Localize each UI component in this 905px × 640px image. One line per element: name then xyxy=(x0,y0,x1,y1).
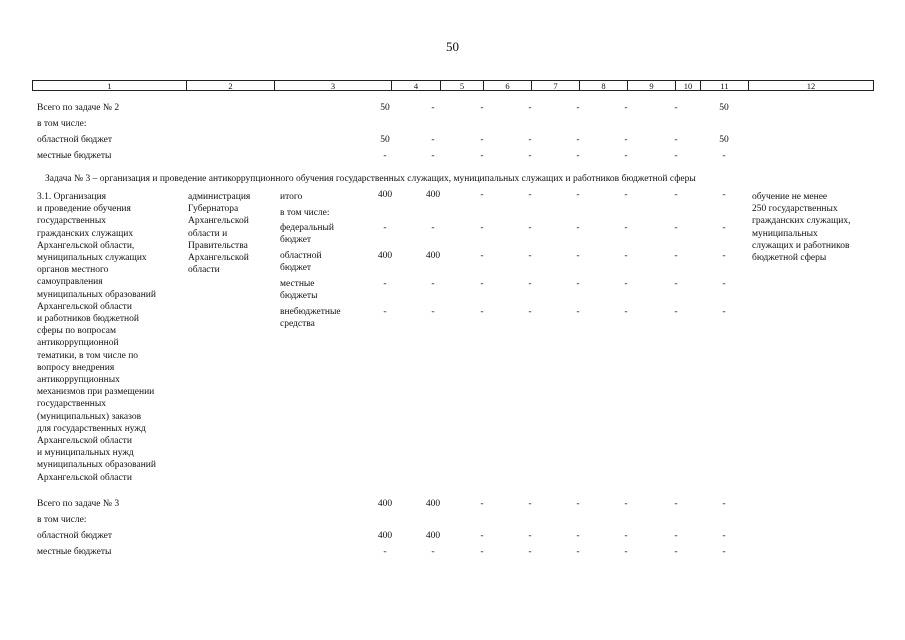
value-cell: - xyxy=(528,135,532,145)
value-cell: - xyxy=(722,307,726,317)
value-cell: - xyxy=(480,547,484,557)
value-cell: - xyxy=(624,103,628,113)
value-cell: - xyxy=(528,307,532,317)
value-cell: - xyxy=(480,307,484,317)
value-cell: - xyxy=(624,135,628,145)
task3-incl-label: в том числе: xyxy=(37,515,87,525)
header-col-9: 9 xyxy=(628,81,676,90)
value-cell: - xyxy=(480,531,484,541)
value-cell: 400 xyxy=(425,190,441,200)
value-cell: - xyxy=(480,279,484,289)
value-cell: - xyxy=(480,499,484,509)
value-cell: - xyxy=(576,103,580,113)
value-cell: - xyxy=(674,251,678,261)
value-cell: 400 xyxy=(425,499,441,509)
header-col-11: 11 xyxy=(701,81,749,90)
header-col-12: 12 xyxy=(806,81,816,91)
header-col-4: 4 xyxy=(392,81,441,90)
value-cell: - xyxy=(528,279,532,289)
value-cell: - xyxy=(674,151,678,161)
value-cell: 400 xyxy=(377,251,393,261)
task2-regional-label: областной бюджет xyxy=(37,135,113,145)
value-cell: - xyxy=(431,547,435,557)
item31-source-extrabudget: внебюджетные средства xyxy=(280,307,341,330)
value-cell: - xyxy=(624,190,628,200)
value-cell: - xyxy=(674,223,678,233)
value-cell: - xyxy=(528,547,532,557)
value-cell: 400 xyxy=(425,251,441,261)
value-cell: - xyxy=(674,307,678,317)
value-cell: - xyxy=(528,531,532,541)
value-cell: - xyxy=(674,499,678,509)
page-number: 50 xyxy=(446,39,459,54)
value-cell: - xyxy=(480,251,484,261)
header-col-1: 1 xyxy=(33,81,187,90)
task3-regional-label: областной бюджет xyxy=(37,531,113,541)
value-cell: 400 xyxy=(377,531,393,541)
item31-source-incl: в том числе: xyxy=(280,208,330,218)
item31-description: 3.1. Организация и проведение обучения государственных гражданских служащих Архангельской области, муниципальных служащих органов местного самоуправления муниципальных образований Архангельской области и работников бюджетной сферы по вопросам антикоррупционной тематики, в том числе по вопросу внедрения антикоррупционных механизмов при размещении государственных (муниципальных) заказов для государственных нужд Архангельской области и муниципальных нужд муниципальных образований Архангельской области xyxy=(37,192,156,483)
value-cell: 50 xyxy=(380,103,390,113)
value-cell: - xyxy=(674,135,678,145)
value-cell: - xyxy=(480,135,484,145)
value-cell: - xyxy=(624,223,628,233)
value-cell: - xyxy=(674,103,678,113)
value-cell: - xyxy=(383,547,387,557)
value-cell: - xyxy=(431,279,435,289)
task3-heading: Задача № 3 – организация и проведение антикоррупционного обучения государственных служащих, муниципальных служащих и работников бюджетной сферы xyxy=(45,174,696,184)
item31-source-federal: федеральный бюджет xyxy=(280,223,334,246)
value-cell: - xyxy=(528,223,532,233)
value-cell: - xyxy=(528,151,532,161)
value-cell: - xyxy=(528,103,532,113)
value-cell: - xyxy=(383,279,387,289)
value-cell: - xyxy=(624,279,628,289)
value-cell: - xyxy=(576,135,580,145)
value-cell: - xyxy=(576,499,580,509)
value-cell: - xyxy=(576,279,580,289)
item31-source-regional: областной бюджет xyxy=(280,251,322,274)
value-cell: - xyxy=(576,547,580,557)
task3-total-label: Всего по задаче № 3 xyxy=(37,499,120,509)
value-cell: - xyxy=(576,531,580,541)
value-cell: - xyxy=(674,531,678,541)
value-cell: - xyxy=(383,223,387,233)
value-cell: - xyxy=(431,103,435,113)
value-cell: - xyxy=(722,251,726,261)
value-cell: - xyxy=(624,307,628,317)
value-cell: - xyxy=(431,151,435,161)
value-cell: - xyxy=(528,499,532,509)
value-cell: 400 xyxy=(377,499,393,509)
value-cell: - xyxy=(528,190,532,200)
header-col-2: 2 xyxy=(187,81,275,90)
value-cell: - xyxy=(528,251,532,261)
value-cell: 400 xyxy=(425,531,441,541)
value-cell: - xyxy=(576,190,580,200)
value-cell: - xyxy=(576,307,580,317)
value-cell: - xyxy=(383,151,387,161)
value-cell: - xyxy=(674,547,678,557)
item31-executor: администрация Губернатора Архангельской области и Правительства Архангельской области xyxy=(188,192,251,276)
value-cell: - xyxy=(624,531,628,541)
value-cell: - xyxy=(431,223,435,233)
value-cell: - xyxy=(576,251,580,261)
value-cell: 50 xyxy=(719,135,729,145)
value-cell: - xyxy=(722,190,726,200)
header-col-5: 5 xyxy=(441,81,484,90)
value-cell: 50 xyxy=(380,135,390,145)
value-cell: - xyxy=(674,190,678,200)
value-cell: - xyxy=(624,547,628,557)
value-cell: - xyxy=(480,223,484,233)
header-col-7: 7 xyxy=(532,81,580,90)
task2-incl-label: в том числе: xyxy=(37,119,87,129)
value-cell: - xyxy=(722,531,726,541)
value-cell: - xyxy=(722,223,726,233)
value-cell: - xyxy=(674,279,678,289)
value-cell: - xyxy=(480,190,484,200)
item31-source-local: местные бюджеты xyxy=(280,279,318,302)
header-col-8: 8 xyxy=(580,81,628,90)
value-cell: - xyxy=(480,151,484,161)
value-cell: - xyxy=(431,307,435,317)
header-col-3: 3 xyxy=(275,81,392,90)
value-cell: 400 xyxy=(377,190,393,200)
value-cell: - xyxy=(576,223,580,233)
value-cell: - xyxy=(576,151,580,161)
value-cell: 50 xyxy=(719,103,729,113)
value-cell: - xyxy=(431,135,435,145)
header-col-6: 6 xyxy=(484,81,532,90)
value-cell: - xyxy=(722,547,726,557)
item31-source-total: итого xyxy=(280,192,303,202)
value-cell: - xyxy=(624,151,628,161)
value-cell: - xyxy=(624,499,628,509)
task3-local-label: местные бюджеты xyxy=(37,547,112,557)
item31-result: обучение не менее 250 государственных гражданских служащих, муниципальных служащих и работников бюджетной сферы xyxy=(752,192,851,264)
table-header xyxy=(32,80,874,91)
task2-local-label: местные бюджеты xyxy=(37,151,112,161)
value-cell: - xyxy=(722,279,726,289)
value-cell: - xyxy=(722,151,726,161)
header-col-10: 10 xyxy=(676,81,701,90)
task2-total-label: Всего по задаче № 2 xyxy=(37,103,120,113)
value-cell: - xyxy=(383,307,387,317)
value-cell: - xyxy=(624,251,628,261)
value-cell: - xyxy=(480,103,484,113)
value-cell: - xyxy=(722,499,726,509)
